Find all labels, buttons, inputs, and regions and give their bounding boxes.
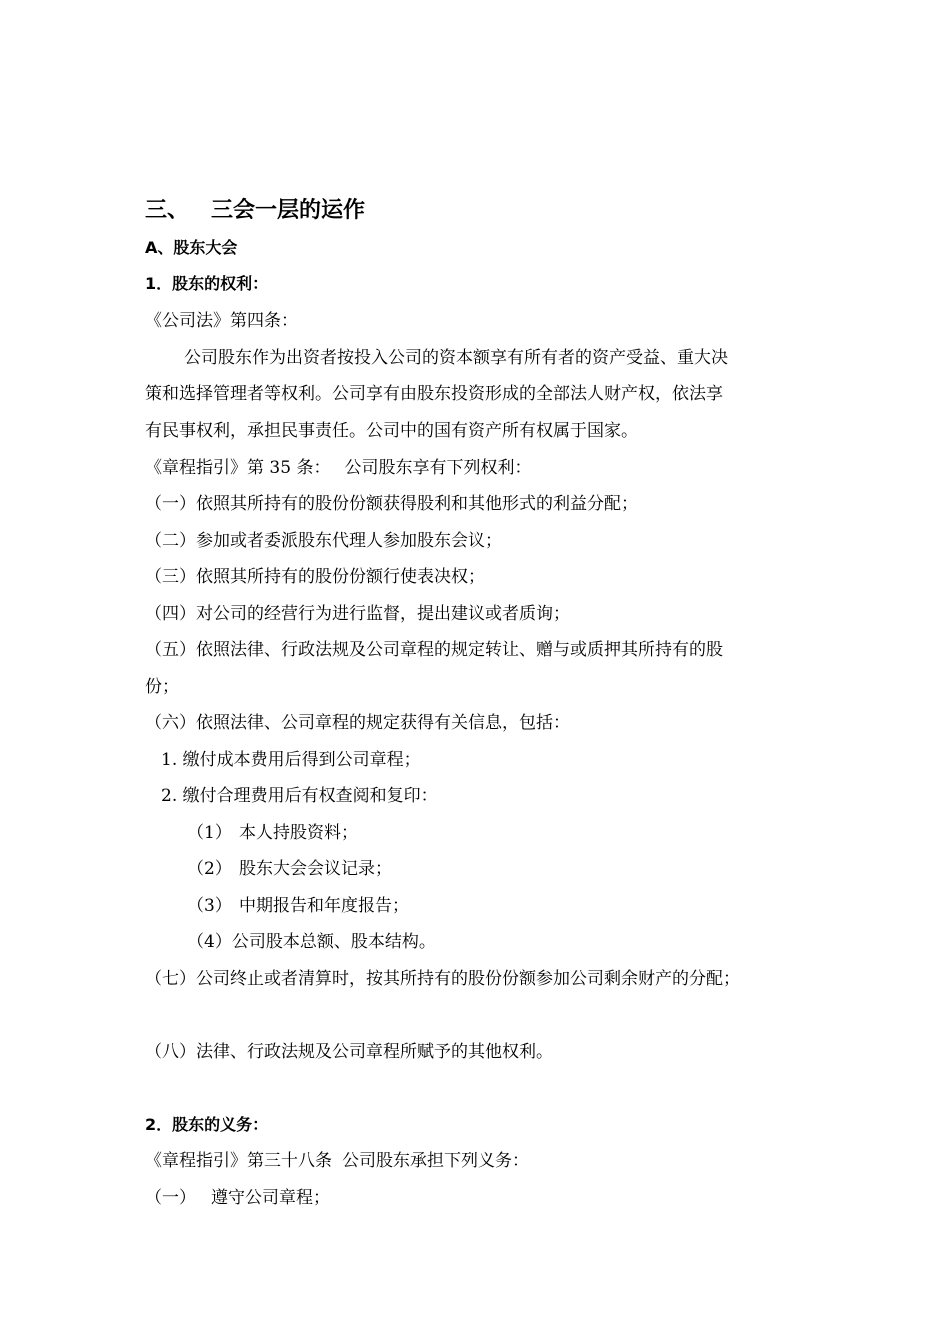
- rights-item-5-line-1: （五）依照法律、行政法规及公司章程的规定转让、赠与或质押其所持有的股: [145, 640, 723, 660]
- law-paragraph-line-2: 策和选择管理者等权利。公司享有由股东投资形成的全部法人财产权，依法享: [145, 384, 723, 404]
- rights-item-6-sub-2-item-1: [187, 821, 358, 845]
- duties-heading: 2．股东的义务：: [145, 1115, 269, 1134]
- list-text: 遵守公司章程；: [211, 1188, 330, 1208]
- section-title: 三会一层的运作: [211, 198, 366, 223]
- rights-item-6-sub-2-item-2: [187, 857, 392, 881]
- list-number: （一）: [145, 1188, 196, 1208]
- rights-item-6-sub-2-item-3: [187, 894, 409, 918]
- duties-item-1: [145, 1186, 330, 1210]
- rights-item-6-sub-2: 2. 缴付合理费用后有权查阅和复印：: [161, 786, 438, 806]
- guide-intro: 公司股东享有下列权利：: [344, 458, 532, 478]
- section-number: 三、: [145, 198, 190, 223]
- rights-item-1: （一）依照其所持有的股份份额获得股利和其他形式的利益分配；: [145, 494, 638, 514]
- rights-item-6-sub-2-item-4: （4）公司股本总额、股本结构。: [187, 932, 436, 952]
- duties-guide-reference: 《章程指引》第三十八条: [145, 1151, 332, 1171]
- rights-heading: 1．股东的权利：: [145, 274, 269, 293]
- subsection-a-heading: A、股东大会: [145, 238, 238, 257]
- section-heading: [145, 196, 365, 226]
- rights-item-6-sub-1: 1. 缴付成本费用后得到公司章程；: [161, 750, 421, 770]
- duties-guide-line: [145, 1149, 529, 1173]
- law-paragraph-line-1: 公司股东作为出资者按投入公司的资本额享有所有者的资产受益、重大决: [184, 348, 728, 368]
- rights-item-3: （三）依照其所持有的股份份额行使表决权；: [145, 567, 485, 587]
- duties-guide-intro: 公司股东承担下列义务：: [342, 1151, 529, 1171]
- list-number: （1）: [187, 823, 232, 843]
- list-text: 本人持股资料；: [239, 823, 358, 843]
- rights-item-2: （二）参加或者委派股东代理人参加股东会议；: [145, 531, 502, 551]
- guide-reference: 《章程指引》第 35 条：: [145, 458, 331, 478]
- rights-item-4: （四）对公司的经营行为进行监督，提出建议或者质询；: [145, 604, 570, 624]
- list-number: （3）: [187, 896, 232, 916]
- rights-item-5-line-2: 份；: [145, 677, 179, 697]
- rights-item-7: （七）公司终止或者清算时，按其所持有的股份份额参加公司剩余财产的分配；: [145, 969, 740, 989]
- law-reference: 《公司法》第四条：: [145, 311, 298, 331]
- guide-reference-line: [145, 456, 531, 480]
- law-paragraph-line-3: 有民事权利，承担民事责任。公司中的国有资产所有权属于国家。: [145, 421, 638, 441]
- rights-item-6: （六）依照法律、公司章程的规定获得有关信息，包括：: [145, 713, 570, 733]
- list-number: （2）: [187, 859, 232, 879]
- rights-item-8: （八）法律、行政法规及公司章程所赋予的其他权利。: [145, 1042, 553, 1062]
- list-text: 中期报告和年度报告；: [239, 896, 409, 916]
- list-text: 股东大会会议记录；: [239, 859, 392, 879]
